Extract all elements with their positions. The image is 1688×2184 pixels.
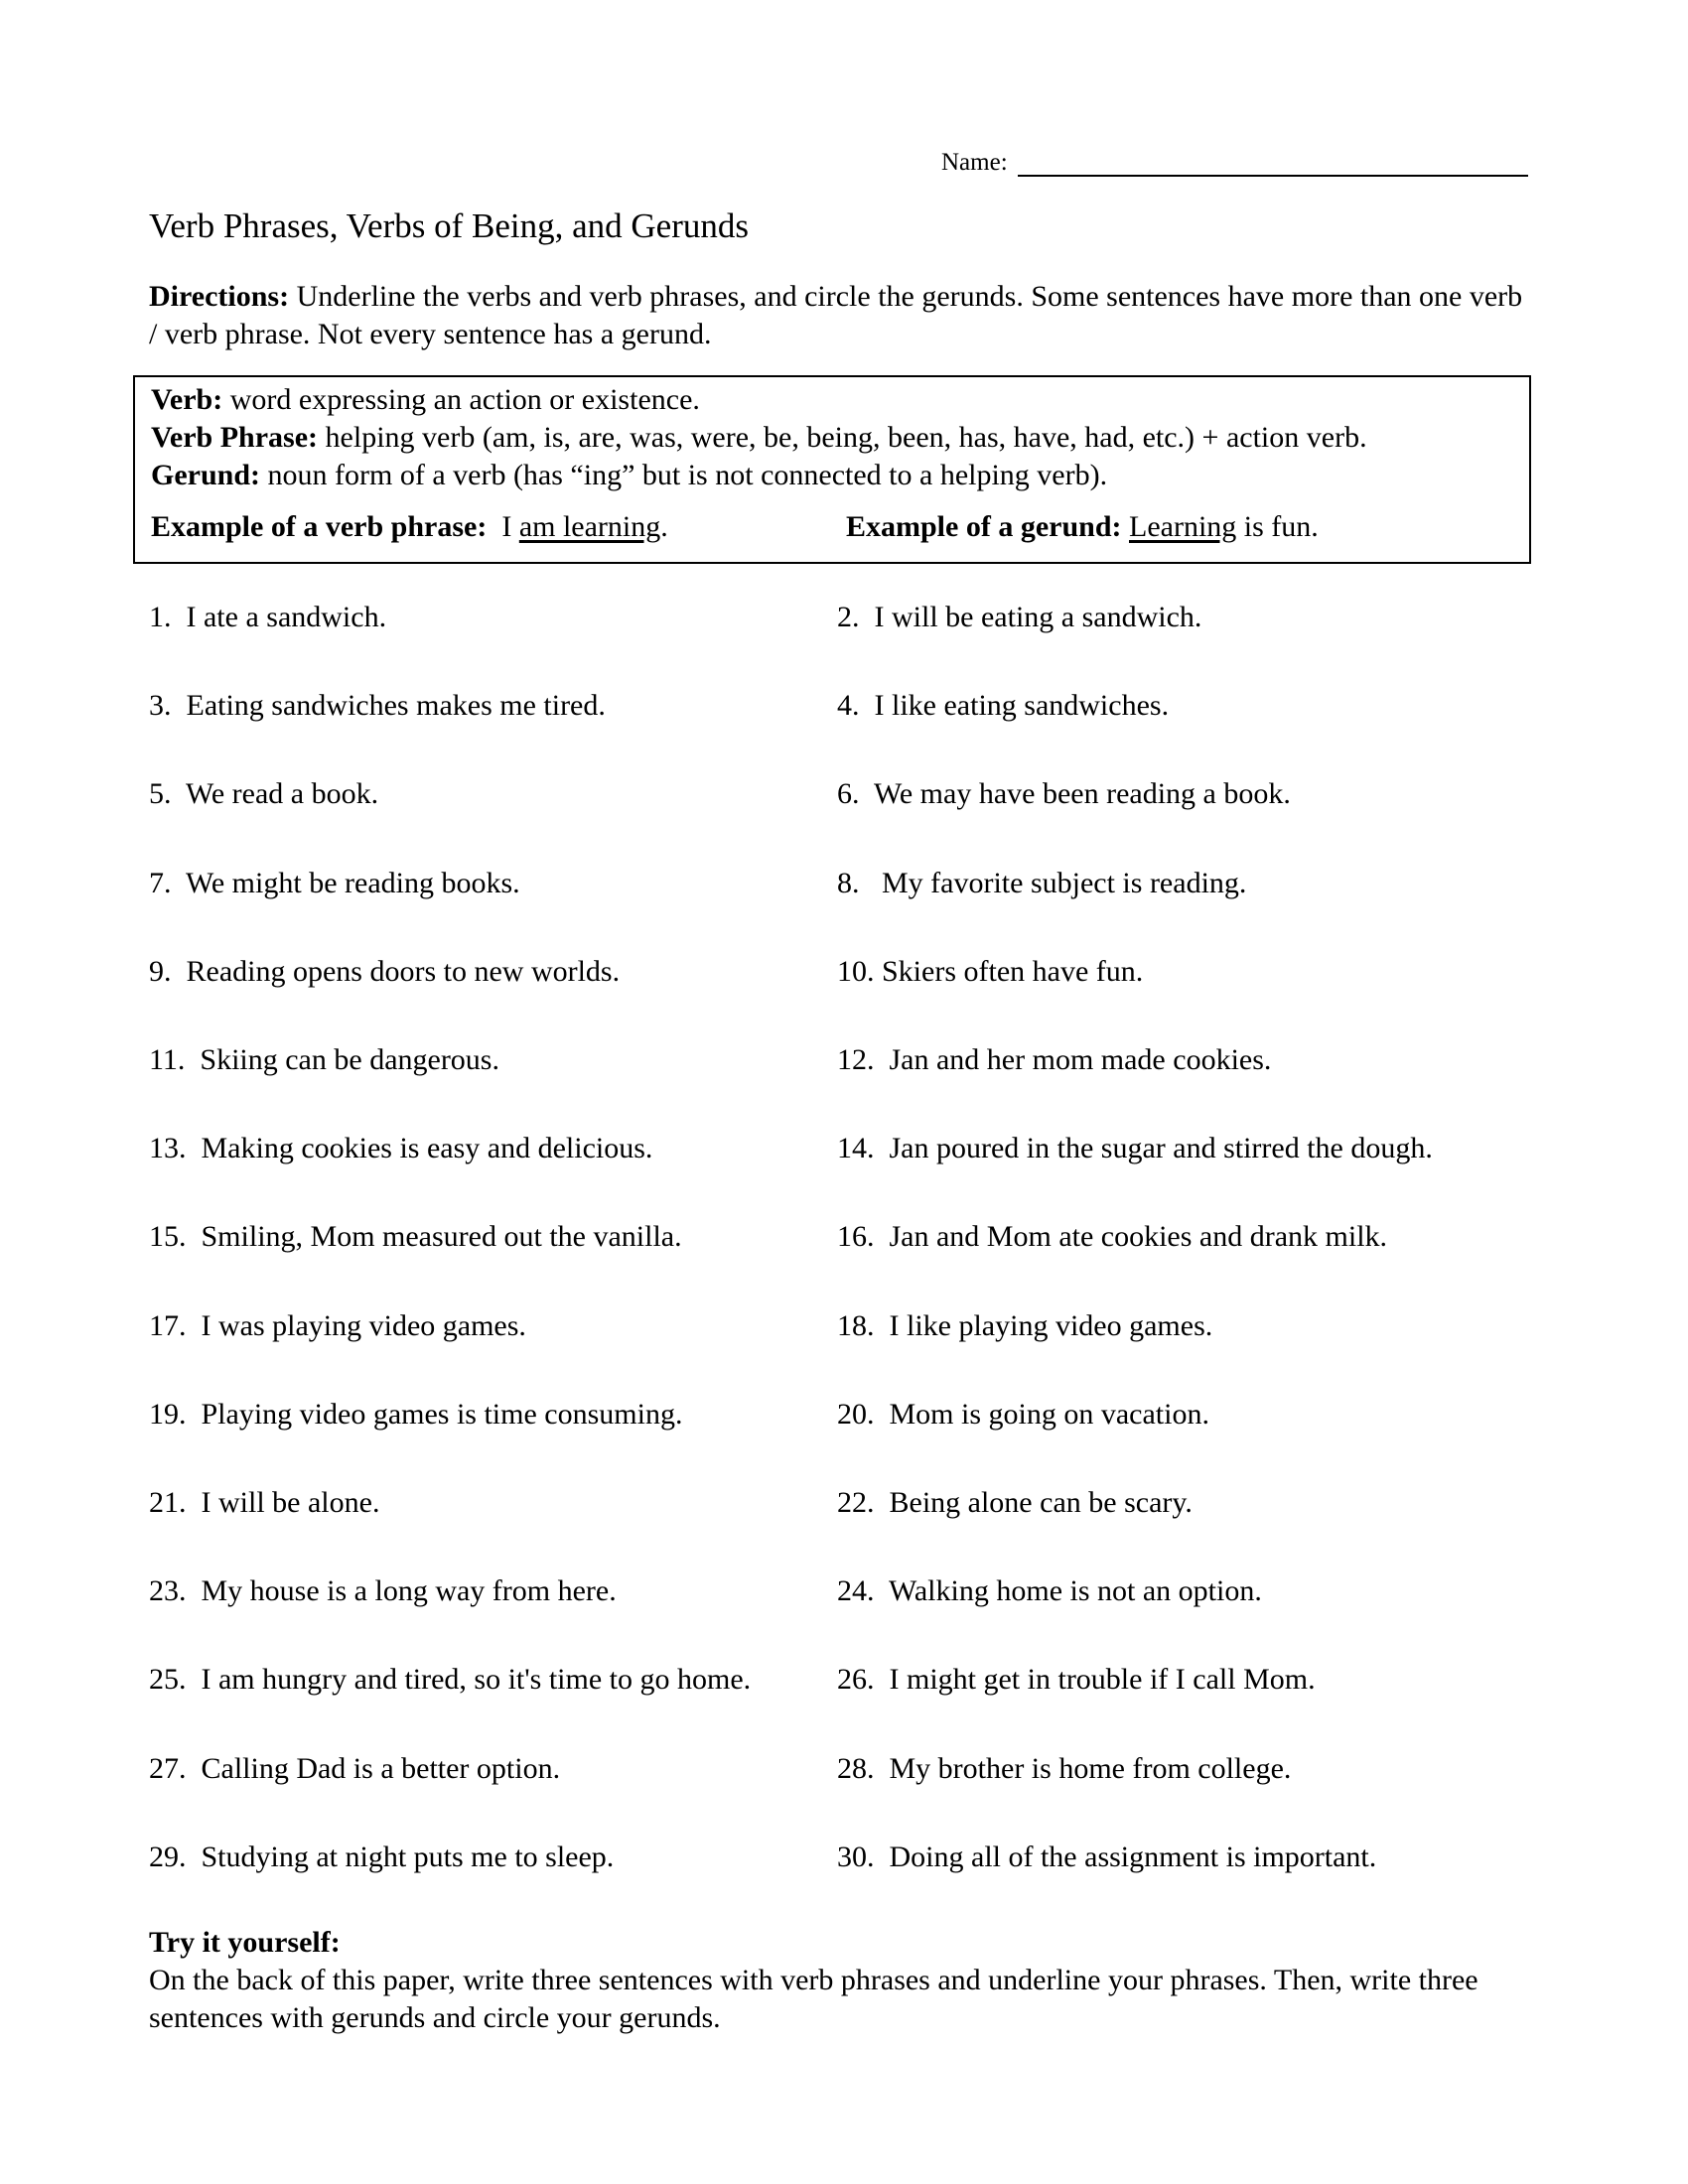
verb-phrase-label: Verb Phrase: xyxy=(151,421,319,454)
sentence-item: 7. We might be reading books. xyxy=(149,867,520,899)
gerund-label: Gerund: xyxy=(151,459,261,491)
sentence-item: 19. Playing video games is time consuming. xyxy=(149,1398,683,1431)
sentence-item: 11. Skiing can be dangerous. xyxy=(149,1043,499,1076)
sentence-item: 2. I will be eating a sandwich. xyxy=(837,601,1202,633)
sentence-item: 15. Smiling, Mom measured out the vanilla. xyxy=(149,1220,682,1253)
verb-phrase-example-label: Example of a verb phrase: xyxy=(151,510,488,543)
verb-text: word expressing an action or existence. xyxy=(222,383,700,416)
sentence-item: 5. We read a book. xyxy=(149,777,379,810)
sentence-item: 6. We may have been reading a book. xyxy=(837,777,1291,810)
sentence-item: 12. Jan and her mom made cookies. xyxy=(837,1043,1272,1076)
verb-phrase-example-post: . xyxy=(660,510,668,543)
name-label: Name: xyxy=(941,149,1008,176)
sentence-item: 18. I like playing video games. xyxy=(837,1309,1213,1342)
sentence-item: 29. Studying at night puts me to sleep. xyxy=(149,1841,615,1873)
try-it-title: Try it yourself: xyxy=(149,1926,341,1959)
worksheet-title: Verb Phrases, Verbs of Being, and Gerunds xyxy=(149,206,749,245)
sentence-item: 27. Calling Dad is a better option. xyxy=(149,1752,561,1785)
sentence-item: 30. Doing all of the assignment is important. xyxy=(837,1841,1377,1873)
gerund-example-underlined: Learning xyxy=(1129,510,1237,543)
sentence-item: 22. Being alone can be scary. xyxy=(837,1486,1193,1519)
sentence-item: 10. Skiers often have fun. xyxy=(837,955,1144,988)
sentence-item: 26. I might get in trouble if I call Mom. xyxy=(837,1663,1316,1696)
sentence-item: 9. Reading opens doors to new worlds. xyxy=(149,955,621,988)
sentence-item: 14. Jan poured in the sugar and stirred the dough. xyxy=(837,1132,1433,1164)
sentence-item: 13. Making cookies is easy and delicious. xyxy=(149,1132,653,1164)
verb-phrase-example-pre: I xyxy=(487,510,519,543)
directions-text: Underline the verbs and verb phrases, and circle the gerunds. Some sentences have more than one verb / verb phrase. Not every sentence has a gerund. xyxy=(149,280,1523,350)
sentence-item: 25. I am hungry and tired, so it's time to go home. xyxy=(149,1663,752,1696)
sentence-item: 16. Jan and Mom ate cookies and drank milk. xyxy=(837,1220,1388,1253)
verb-label: Verb: xyxy=(151,383,223,416)
directions-label: Directions: xyxy=(149,280,290,313)
sentence-item: 17. I was playing video games. xyxy=(149,1309,526,1342)
sentence-item: 28. My brother is home from college. xyxy=(837,1752,1292,1785)
sentence-item: 3. Eating sandwiches makes me tired. xyxy=(149,689,606,722)
sentence-item: 8. My favorite subject is reading. xyxy=(837,867,1247,899)
sentence-item: 23. My house is a long way from here. xyxy=(149,1574,617,1607)
sentence-item: 1. I ate a sandwich. xyxy=(149,601,387,633)
verb-phrase-text: helping verb (am, is, are, was, were, be, being, been, has, have, had, etc.) + action verb. xyxy=(318,421,1367,454)
gerund-example-label: Example of a gerund: xyxy=(846,510,1122,543)
sentence-item: 21. I will be alone. xyxy=(149,1486,380,1519)
sentence-item: 24. Walking home is not an option. xyxy=(837,1574,1262,1607)
sentence-item: 4. I like eating sandwiches. xyxy=(837,689,1170,722)
verb-phrase-example-underlined: am learning xyxy=(518,510,661,543)
sentence-item: 20. Mom is going on vacation. xyxy=(837,1398,1209,1431)
gerund-example-post: is fun. xyxy=(1236,510,1319,543)
try-it-body: On the back of this paper, write three sentences with verb phrases and underline your phrases. Then, write three sentences with gerunds and circle your gerunds. xyxy=(149,1964,1478,2034)
gerund-text: noun form of a verb (has “ing” but is not connected to a helping verb). xyxy=(260,459,1108,491)
